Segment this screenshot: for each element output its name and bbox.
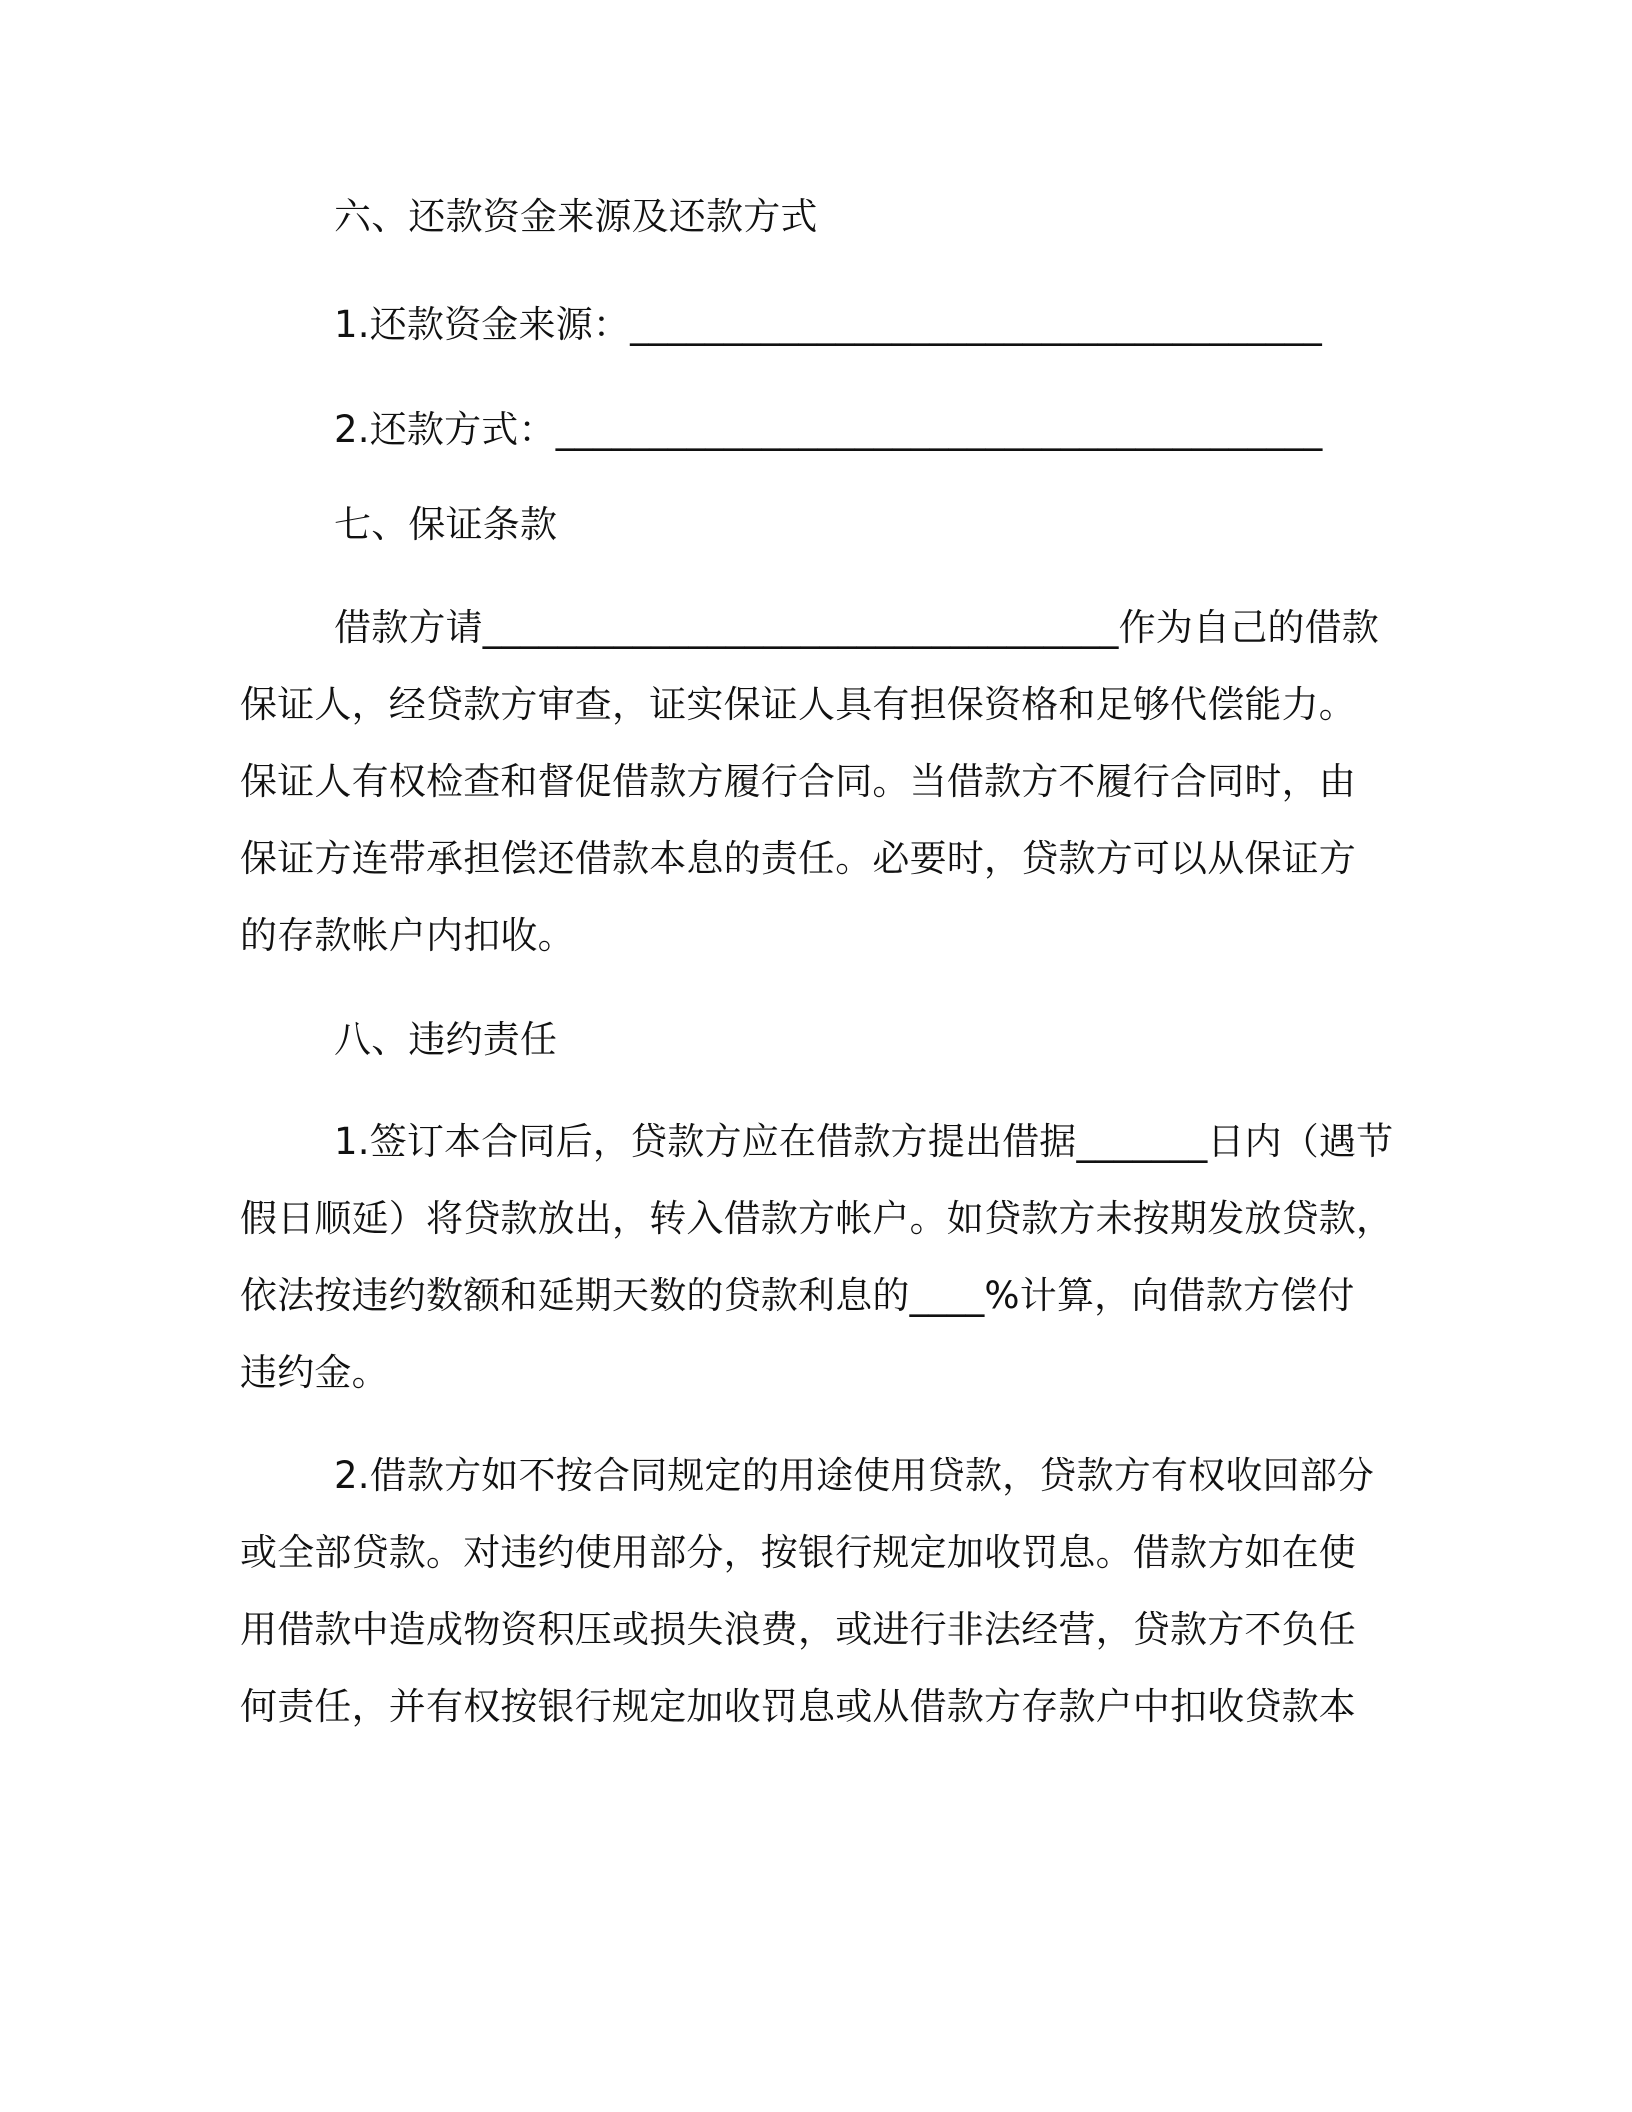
guarantee-para-line-1: 借款方请__________________________________作为自己的借款 <box>334 606 1379 649</box>
guarantee-para-line-2: 保证人，经贷款方审查，证实保证人具有担保资格和足够代偿能力。 <box>240 683 1356 726</box>
breach-item-2-line-3: 用借款中造成物资积压或损失浪费，或进行非法经营，贷款方不负任 <box>240 1608 1356 1651</box>
breach-item-2-line-1: 2.借款方如不按合同规定的用途使用贷款，贷款方有权收回部分 <box>334 1454 1375 1497</box>
breach-item-1-line-3: 依法按违约数额和延期天数的贷款利息的____%计算，向借款方偿付 <box>240 1274 1355 1317</box>
breach-item-2-line-2: 或全部贷款。对违约使用部分，按银行规定加收罚息。借款方如在使 <box>240 1531 1356 1574</box>
section-7-heading: 七、保证条款 <box>334 503 558 546</box>
breach-item-1-line-1: 1.签订本合同后，贷款方应在借款方提出借据_______日内（遇节 <box>334 1120 1394 1163</box>
guarantee-para-line-3: 保证人有权检查和督促借款方履行合同。当借款方不履行合同时，由 <box>240 760 1356 803</box>
section-6-heading: 六、还款资金来源及还款方式 <box>334 195 818 238</box>
breach-item-1-line-4: 违约金。 <box>240 1351 389 1394</box>
breach-item-2-line-4: 何责任，并有权按银行规定加收罚息或从借款方存款户中扣收贷款本 <box>240 1685 1356 1728</box>
repayment-source-field: 1.还款资金来源：_____________________________________ <box>334 303 1323 346</box>
guarantee-para-line-4: 保证方连带承担偿还借款本息的责任。必要时，贷款方可以从保证方 <box>240 837 1356 880</box>
section-8-heading: 八、违约责任 <box>334 1018 558 1061</box>
breach-item-1-line-2: 假日顺延）将贷款放出，转入借款方帐户。如贷款方未按期发放贷款， <box>240 1197 1394 1240</box>
guarantee-para-line-5: 的存款帐户内扣收。 <box>240 914 575 957</box>
repayment-method-field: 2.还款方式：_________________________________________ <box>334 408 1323 451</box>
